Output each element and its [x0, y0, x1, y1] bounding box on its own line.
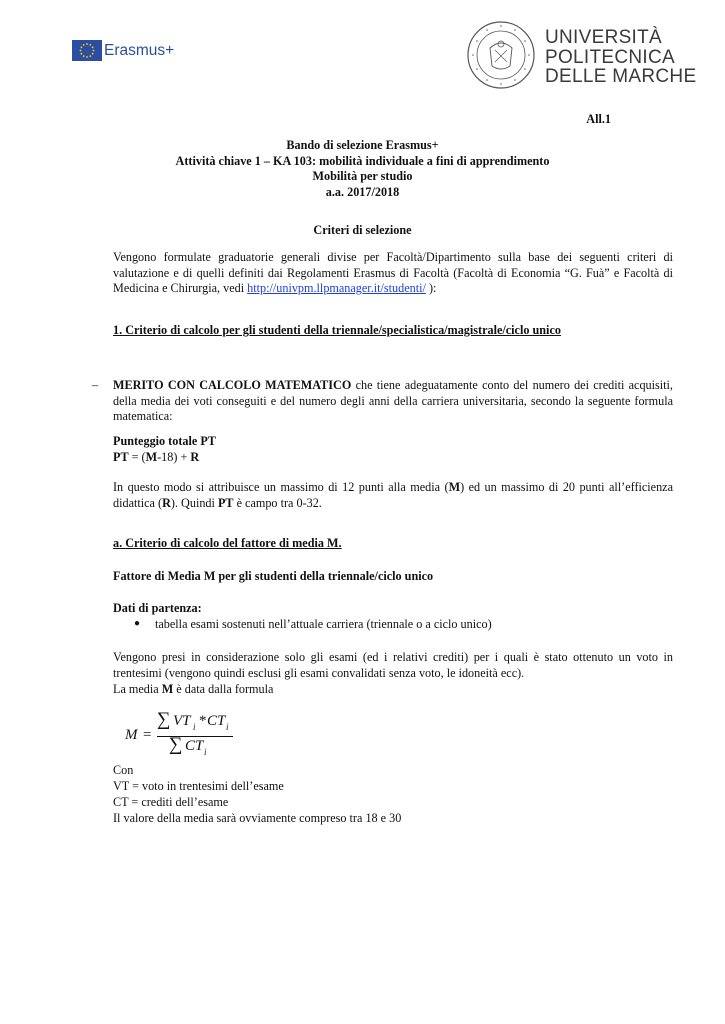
- formula-ct-den: CT: [185, 738, 204, 754]
- dati-heading: Dati di partenza:: [113, 601, 202, 615]
- university-seal-icon: [466, 20, 536, 90]
- erasmus-plus-logo: [72, 40, 175, 64]
- intro-text: Vengono formulate graduatorie generali divise per Facoltà/Dipartimento sulla base dei seguenti criteri di valutazione e di quelli definiti dai Regolamenti Erasmus di Facoltà (Facoltà di Economia “G. Fuà” e Facoltà di Medicina e Chirurgia, vedi: [113, 250, 673, 296]
- document-title: [0, 138, 725, 200]
- bullet-icon: ●: [134, 618, 141, 629]
- pt-symbol: PT: [113, 450, 129, 464]
- eu-flag-icon: [72, 40, 102, 61]
- bullet-item: tabella esami sostenuti nell’attuale carriera (triennale o a ciclo unico): [155, 617, 492, 631]
- university-name-line-3: DELLE MARCHE: [545, 66, 697, 87]
- modo-paragraph: [113, 480, 673, 511]
- intro-end: ):: [425, 281, 437, 296]
- merito-bold: MERITO CON CALCOLO MATEMATICO: [113, 378, 352, 392]
- formula-sigma-den: ∑: [169, 734, 183, 755]
- dash-bullet: –: [92, 378, 99, 392]
- media-a: La media: [113, 682, 162, 696]
- modo-c: ). Quindi: [170, 495, 218, 510]
- pt-mid: -18) +: [157, 450, 191, 464]
- formula-eq: =: [143, 727, 152, 743]
- modo-pt: PT: [217, 495, 234, 510]
- section-a-heading: a. Criterio di calcolo del fattore di media M.: [113, 536, 342, 550]
- formula-vt: VT: [173, 713, 191, 729]
- pt-formula: [113, 450, 199, 466]
- criteri-heading: Criteri di selezione: [313, 223, 412, 237]
- formula-sub-1: i: [193, 722, 196, 732]
- media-b: è data dalla formula: [173, 682, 274, 696]
- media-m: M: [161, 682, 174, 696]
- formula-sub-2: i: [226, 722, 229, 732]
- section-1-heading: 1. Criterio di calcolo per gli studenti della triennale/specialistica/magistrale/ciclo unico: [113, 323, 561, 337]
- merito-paragraph: [113, 378, 673, 425]
- formula-ct-num: CT: [207, 713, 226, 729]
- modo-b: ) ed un massimo di 20 punti all’efficienza didattica (: [113, 480, 674, 510]
- pt-r: R: [190, 450, 200, 464]
- modo-a: In questo modo si attribuisce un massimo di 12 punti alla media (: [113, 480, 449, 494]
- modo-r: R: [162, 495, 171, 510]
- intro-paragraph: [113, 250, 673, 297]
- title-line-3: Mobilità per studio: [312, 169, 413, 183]
- media-formula: [125, 709, 235, 762]
- title-line-2: Attività chiave 1 – KA 103: mobilità individuale a fini di apprendimento: [175, 153, 550, 168]
- vt-definition: VT = voto in trentesimi dell’esame: [113, 779, 284, 793]
- formula-sub-3: i: [204, 747, 207, 757]
- title-line-4: a.a. 2017/2018: [325, 184, 400, 199]
- formula-star: *: [199, 713, 207, 729]
- pt-m: M: [145, 450, 158, 464]
- modo-m: M: [448, 480, 461, 494]
- ct-definition: CT = crediti dell’esame: [113, 795, 229, 809]
- pt-eq: = (: [128, 450, 146, 464]
- university-name-line-2: POLITECNICA: [545, 46, 675, 68]
- formula-sigma-num: ∑: [157, 709, 171, 730]
- range-text: Il valore della media sarà ovviamente compreso tra 18 e 30: [113, 811, 402, 825]
- erasmus-logo-text: Erasmus+: [104, 42, 175, 59]
- title-line-1: Bando di selezione Erasmus+: [286, 138, 439, 152]
- vengono-paragraph: Vengono presi in considerazione solo gli esami (ed i relativi crediti) per i quali è stato ottenuto un voto in trentesimi (vengono quindi esclusi gli esami convalidati senza voto, le idoneità ecc).: [113, 650, 673, 680]
- university-name: [545, 28, 696, 87]
- attachment-label: All.1: [586, 112, 611, 126]
- con-label: Con: [113, 763, 134, 777]
- punteggio-label: Punteggio totale PT: [113, 434, 216, 448]
- fattore-heading: Fattore di Media M per gli studenti della triennale/ciclo unico: [113, 569, 434, 583]
- modo-d: è campo tra 0-32.: [233, 495, 322, 510]
- studenti-link[interactable]: http://univpm.llpmanager.it/studenti/: [247, 281, 426, 296]
- media-line: [113, 682, 273, 698]
- formula-lhs: M: [125, 727, 138, 743]
- merito-text: che tiene adeguatamente conto del numero dei crediti acquisiti, della media dei voti conseguiti e del numero degli anni della carriera universitaria, secondo la seguente formula matematica:: [113, 378, 673, 424]
- university-name-line-1: UNIVERSITÀ: [545, 27, 663, 48]
